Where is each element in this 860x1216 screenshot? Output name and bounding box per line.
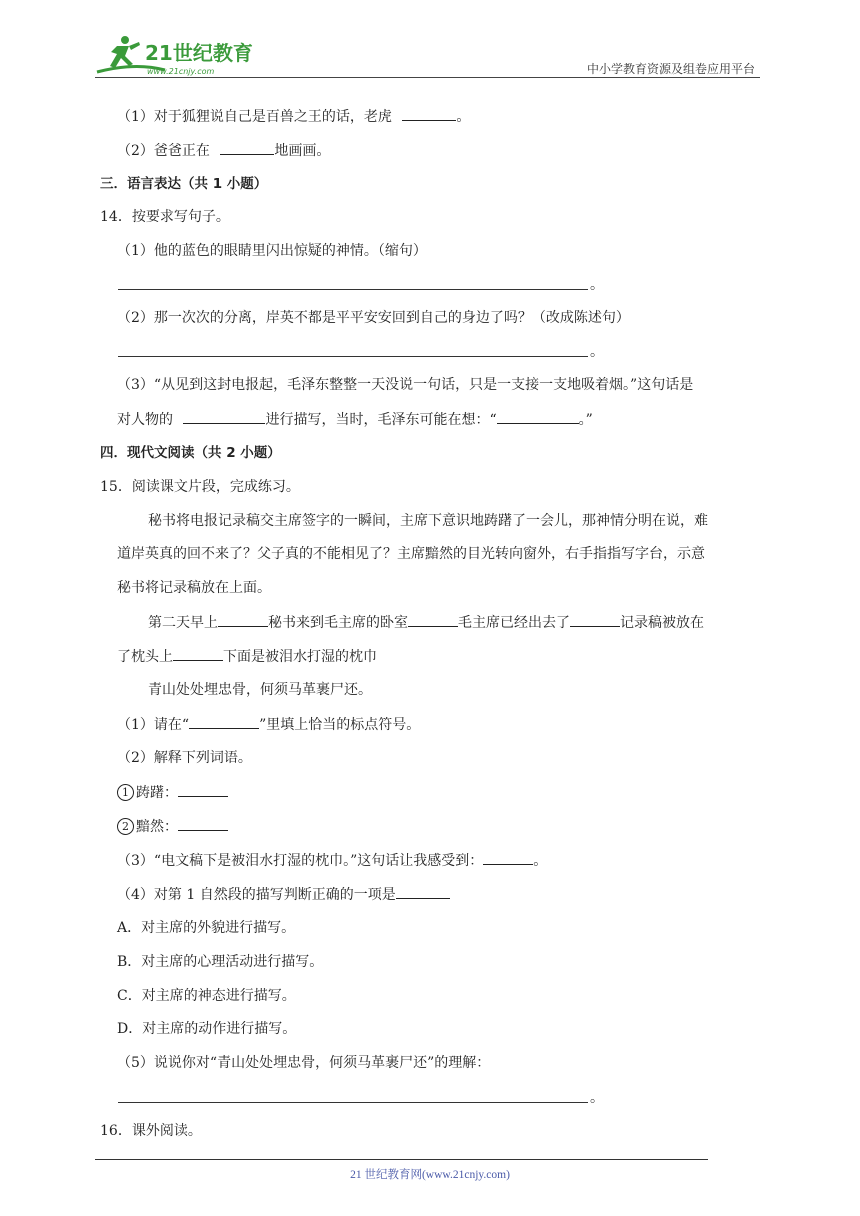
answer-line[interactable] — [118, 289, 588, 290]
word-1-label: 踌躇： — [136, 785, 178, 801]
word-item-1 — [117, 782, 228, 803]
answer-line[interactable] — [118, 1102, 588, 1103]
question-14-1: （1）他的蓝色的眼睛里闪出惊疑的神情。（缩句） — [117, 243, 427, 259]
answer-blank[interactable] — [497, 409, 579, 424]
question-15-1 — [117, 714, 420, 735]
option-c[interactable]: C．对主席的神态进行描写。 — [117, 988, 296, 1004]
q15-1-text-a: （1）请在“ — [117, 717, 190, 733]
header-platform-text: 中小学教育资源及组卷应用平台 — [586, 62, 755, 76]
option-b[interactable]: B．对主席的心理活动进行描写。 — [117, 954, 324, 970]
passage-para2-line1 — [148, 612, 704, 633]
period: 。 — [590, 1090, 604, 1106]
q14-3-text-b: 进行描写，当时，毛泽东可能在想：“ — [265, 412, 497, 428]
answer-blank[interactable] — [189, 714, 259, 729]
word-item-2 — [117, 816, 228, 837]
question-14: 14．按要求写句子。 — [100, 209, 230, 225]
logo-21cnjy — [95, 32, 265, 78]
question-14-2: （2）那一次次的分离，岸英不都是平平安安回到自己的身边了吗？（改成陈述句） — [117, 310, 630, 326]
answer-blank[interactable] — [396, 884, 450, 899]
passage-para2-line2 — [117, 646, 377, 667]
q14-3-text-a: 对人物的 — [117, 412, 173, 428]
punctuation-blank[interactable] — [570, 612, 620, 627]
question-13-1 — [117, 106, 470, 127]
period: 。 — [590, 344, 604, 360]
p2-text-4: 记录稿被放在 — [620, 615, 704, 631]
q13-2-text: （2）爸爸正在 — [117, 143, 210, 159]
p2-text-3: 毛主席已经出去了 — [458, 615, 570, 631]
p2-text-1: 第二天早上 — [148, 615, 218, 631]
option-a[interactable]: A．对主席的外貌进行描写。 — [117, 920, 296, 936]
question-15-2: （2）解释下列词语。 — [117, 750, 252, 766]
q15-3-text: （3）“电文稿下是被泪水打湿的枕巾。”这句话让我感受到： — [117, 853, 484, 869]
answer-blank[interactable] — [178, 816, 228, 831]
option-d[interactable]: D．对主席的动作进行描写。 — [117, 1021, 297, 1037]
question-14-3-line2 — [117, 409, 593, 430]
passage-para1-line1: 秘书将电报记录稿交主席签字的一瞬间，主席下意识地踌躇了一会儿，那神情分明在说，难 — [148, 513, 708, 529]
p2-text-5: 了枕头上 — [117, 649, 173, 665]
answer-blank[interactable] — [220, 140, 274, 155]
question-16: 16．课外阅读。 — [100, 1123, 202, 1139]
answer-blank[interactable] — [183, 409, 265, 424]
header-divider — [95, 77, 760, 78]
punctuation-blank[interactable] — [408, 612, 458, 627]
q13-1-text: （1）对于狐狸说自己是百兽之王的话，老虎 — [117, 109, 392, 125]
circled-number: 2 — [117, 818, 134, 835]
p2-text-2: 秘书来到毛主席的卧室 — [268, 615, 408, 631]
section-4-heading: 四．现代文阅读（共 2 小题） — [100, 445, 281, 461]
question-15: 15．阅读课文片段，完成练习。 — [100, 479, 300, 495]
answer-blank[interactable] — [178, 782, 228, 797]
logo-url: www.21cnjy.com — [147, 67, 215, 76]
footer-text: 21 世纪教育网(www.21cnjy.com) — [350, 1169, 510, 1181]
passage-para1-line2: 道岸英真的回不来了？父子真的不能相见了？主席黯然的目光转向窗外，右手指指写字台，示意 — [117, 546, 705, 562]
q15-1-text-b: ”里填上恰当的标点符号。 — [259, 717, 421, 733]
q13-2-end: 地画画。 — [274, 143, 331, 159]
punctuation-blank[interactable] — [173, 646, 223, 661]
answer-blank[interactable] — [402, 106, 456, 121]
passage-para3: 青山处处埋忠骨，何须马革裹尸还。 — [148, 682, 372, 698]
q13-1-end: 。 — [456, 109, 471, 125]
circled-number: 1 — [117, 784, 134, 801]
page-header — [95, 32, 760, 78]
passage-para1-line3: 秘书将记录稿放在上面。 — [117, 580, 271, 596]
answer-blank[interactable] — [483, 850, 533, 865]
footer-divider — [95, 1159, 708, 1160]
question-15-3 — [117, 850, 547, 871]
question-13-2 — [117, 140, 330, 161]
period: 。 — [590, 277, 604, 293]
q15-4-text: （4）对第 1 自然段的描写判断正确的一项是 — [117, 887, 396, 903]
answer-line[interactable] — [118, 356, 588, 357]
word-2-label: 黯然： — [136, 819, 178, 835]
logo-text: 21世纪教育 — [145, 41, 253, 65]
question-15-5: （5）说说你对“青山处处埋忠骨，何须马革裹尸还”的理解： — [117, 1055, 491, 1071]
question-15-4 — [117, 884, 450, 905]
q14-3-text-c: 。” — [578, 412, 593, 428]
question-14-3-line1: （3）“从见到这封电报起，毛泽东整整一天没说一句话，只是一支接一支地吸着烟。”这句话是 — [117, 377, 694, 393]
punctuation-blank[interactable] — [218, 612, 268, 627]
q15-3-end: 。 — [533, 853, 548, 869]
section-3-heading: 三．语言表达（共 1 小题） — [100, 176, 268, 192]
p2-text-6: 下面是被泪水打湿的枕巾 — [223, 649, 377, 665]
